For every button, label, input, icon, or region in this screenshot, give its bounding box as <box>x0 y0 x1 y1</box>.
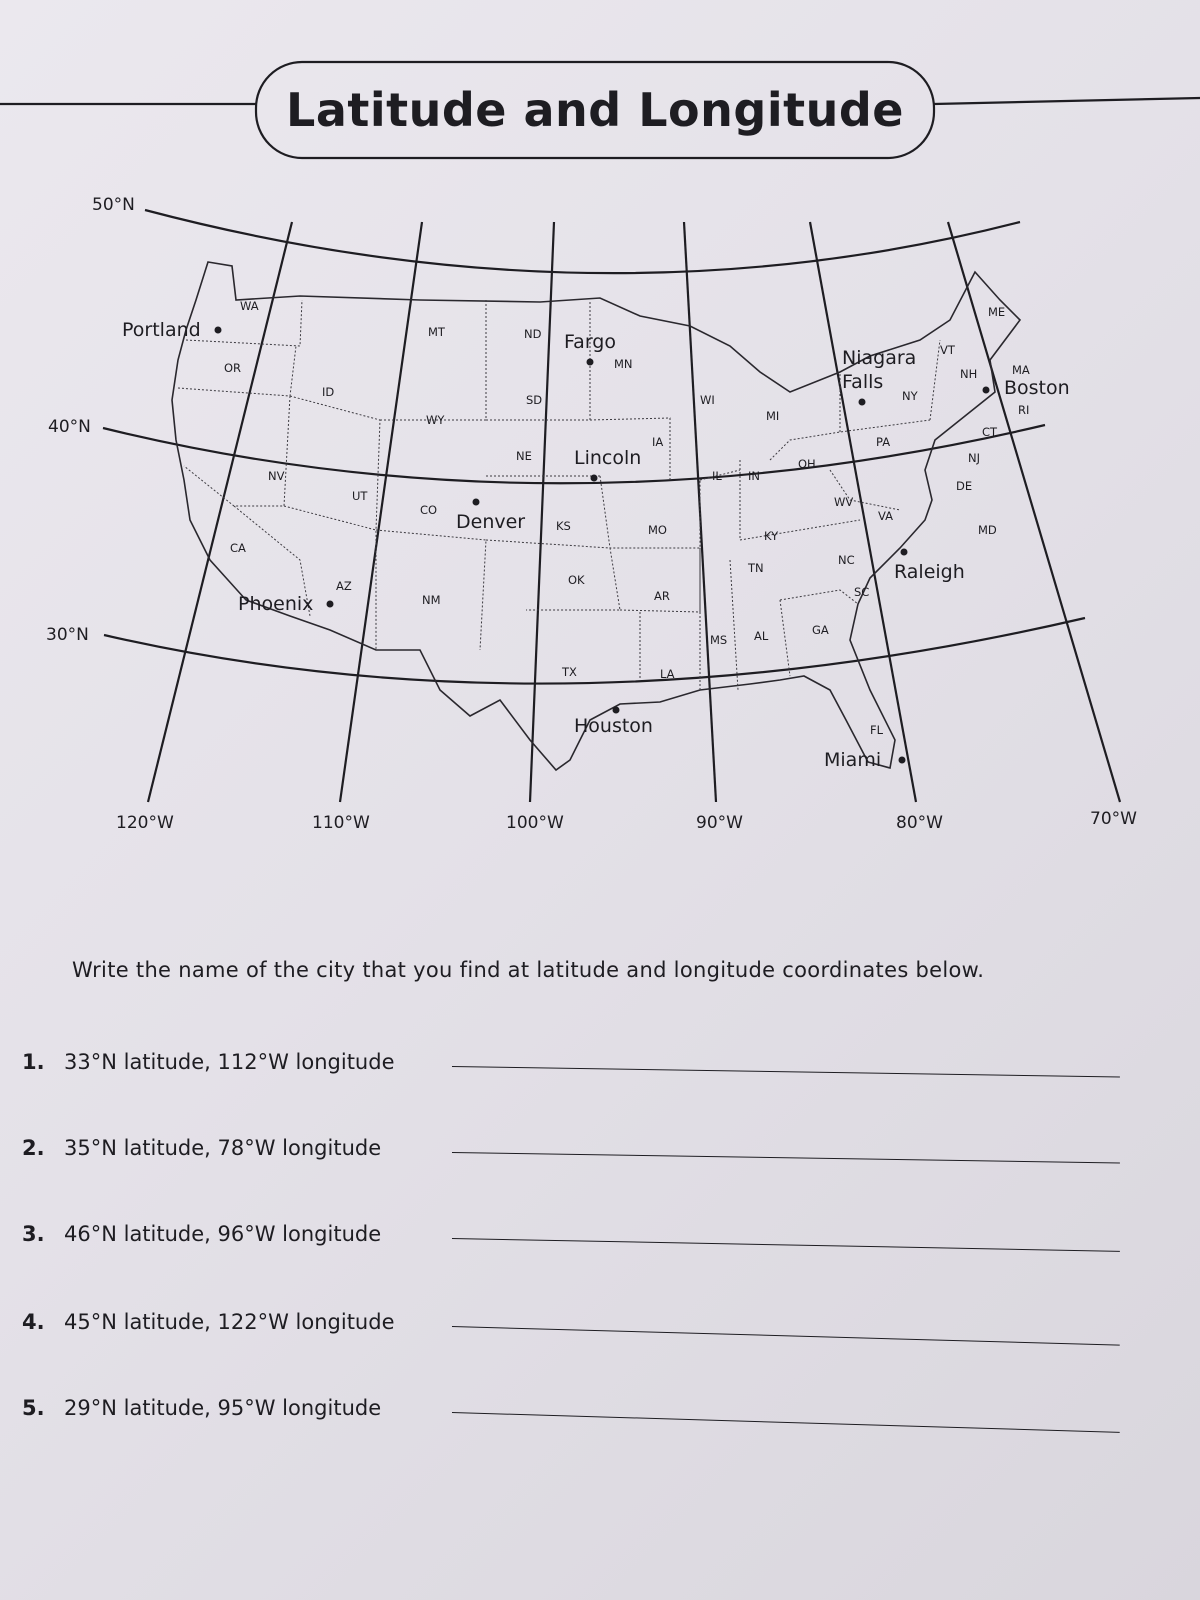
question-3 <box>22 1222 1142 1262</box>
longitude-line-100 <box>530 222 554 802</box>
city-dot-niagara-falls <box>859 399 866 406</box>
longitude-line-110 <box>340 222 422 802</box>
question-4 <box>22 1310 1142 1350</box>
city-label-houston: Houston <box>574 715 653 737</box>
latitude-label-50: 50°N <box>92 195 135 215</box>
longitude-line-120 <box>148 222 292 802</box>
state-label: PA <box>876 435 891 449</box>
city-label-denver: Denver <box>456 511 526 533</box>
state-label: MT <box>428 325 445 339</box>
state-label: CT <box>982 425 998 439</box>
instructions-text: Write the name of the city that you find at latitude and longitude coordinates below. <box>72 958 985 982</box>
state-label: ME <box>988 305 1006 319</box>
state-label: VA <box>878 509 893 523</box>
state-label: AZ <box>336 579 352 593</box>
question-number: 1. <box>22 1050 45 1074</box>
state-label: DE <box>956 479 973 493</box>
city-label-miami: Miami <box>824 749 882 771</box>
answer-line-4[interactable] <box>452 1326 1120 1346</box>
state-label: MA <box>1012 363 1030 377</box>
state-label: SD <box>526 393 543 407</box>
city-label-niagara: Niagara <box>842 347 917 369</box>
state-label: TN <box>748 561 764 575</box>
longitude-label-70: 70°W <box>1090 809 1137 829</box>
question-1 <box>22 1050 1142 1090</box>
question-number: 5. <box>22 1396 45 1420</box>
city-label-falls: Falls <box>842 371 884 393</box>
state-label: AR <box>654 589 670 603</box>
latitude-line-50 <box>145 210 1020 273</box>
question-number: 3. <box>22 1222 45 1246</box>
city-dot-boston <box>983 387 990 394</box>
city-dot-lincoln <box>591 475 598 482</box>
state-label: WA <box>240 299 259 313</box>
city-labels <box>122 319 1070 771</box>
city-dot-houston <box>613 707 620 714</box>
city-dot-portland <box>215 327 222 334</box>
longitude-line-70 <box>948 222 1120 802</box>
state-label: NM <box>422 593 441 607</box>
state-label: IL <box>712 469 722 483</box>
state-label: MS <box>710 633 728 647</box>
state-label: LA <box>660 667 675 681</box>
state-label: TX <box>562 665 577 679</box>
state-label: UT <box>352 489 368 503</box>
state-label: IN <box>748 469 760 483</box>
longitude-line-80 <box>810 222 916 802</box>
state-label: NV <box>268 469 285 483</box>
state-label: NE <box>516 449 532 463</box>
latitude-labels <box>46 195 135 645</box>
question-text: 45°N latitude, 122°W longitude <box>64 1310 395 1334</box>
state-label: NY <box>902 389 918 403</box>
longitude-label-120: 120°W <box>116 813 174 833</box>
page-title: Latitude and Longitude <box>286 83 904 137</box>
state-label: ND <box>524 327 542 341</box>
latitude-label-40: 40°N <box>48 417 91 437</box>
state-label: KY <box>764 529 779 543</box>
city-label-boston: Boston <box>1004 377 1070 399</box>
title-rule-right <box>934 98 1200 104</box>
state-label: OK <box>568 573 585 587</box>
state-label: WI <box>700 393 715 407</box>
state-label: MO <box>648 523 667 537</box>
state-label: WV <box>834 495 854 509</box>
state-label: KS <box>556 519 571 533</box>
latitude-line-30 <box>104 618 1085 684</box>
state-label: MI <box>766 409 780 423</box>
question-text: 35°N latitude, 78°W longitude <box>64 1136 382 1160</box>
question-5 <box>22 1396 1142 1436</box>
state-label: FL <box>870 723 884 737</box>
city-dot-raleigh <box>901 549 908 556</box>
state-label: NH <box>960 367 978 381</box>
city-label-fargo: Fargo <box>564 331 616 353</box>
answer-line-3[interactable] <box>452 1238 1120 1252</box>
state-label: GA <box>812 623 829 637</box>
state-label: IA <box>652 435 664 449</box>
city-label-phoenix: Phoenix <box>238 593 314 615</box>
latitude-label-30: 30°N <box>46 625 89 645</box>
question-2 <box>22 1136 1142 1176</box>
state-label: VT <box>940 343 955 357</box>
state-label: MD <box>978 523 997 537</box>
state-label: CO <box>420 503 438 517</box>
question-number: 2. <box>22 1136 45 1160</box>
state-label: RI <box>1018 403 1030 417</box>
state-label: NC <box>838 553 855 567</box>
longitude-line-90 <box>684 222 716 802</box>
question-text: 29°N latitude, 95°W longitude <box>64 1396 382 1420</box>
longitude-labels <box>116 809 1137 833</box>
state-label: NJ <box>968 451 980 465</box>
answer-line-2[interactable] <box>452 1152 1120 1163</box>
city-label-lincoln: Lincoln <box>574 447 642 469</box>
state-label: AL <box>754 629 769 643</box>
city-label-raleigh: Raleigh <box>894 561 965 583</box>
question-text: 33°N latitude, 112°W longitude <box>64 1050 395 1074</box>
question-text: 46°N latitude, 96°W longitude <box>64 1222 382 1246</box>
city-dot-phoenix <box>327 601 334 608</box>
answer-line-1[interactable] <box>452 1066 1120 1077</box>
state-label: CA <box>230 541 246 555</box>
longitude-label-80: 80°W <box>896 813 943 833</box>
city-dot-fargo <box>587 359 594 366</box>
longitude-label-110: 110°W <box>312 813 370 833</box>
city-dot-denver <box>473 499 480 506</box>
city-label-portland: Portland <box>122 319 201 341</box>
state-label: MN <box>614 357 633 371</box>
longitude-label-90: 90°W <box>696 813 743 833</box>
city-dot-miami <box>899 757 906 764</box>
state-label: OH <box>798 457 816 471</box>
state-label: WY <box>426 413 445 427</box>
state-label: ID <box>322 385 335 399</box>
state-label: SC <box>854 585 870 599</box>
question-number: 4. <box>22 1310 45 1334</box>
answer-line-5[interactable] <box>452 1412 1120 1433</box>
longitude-label-100: 100°W <box>506 813 564 833</box>
state-label: OR <box>224 361 242 375</box>
